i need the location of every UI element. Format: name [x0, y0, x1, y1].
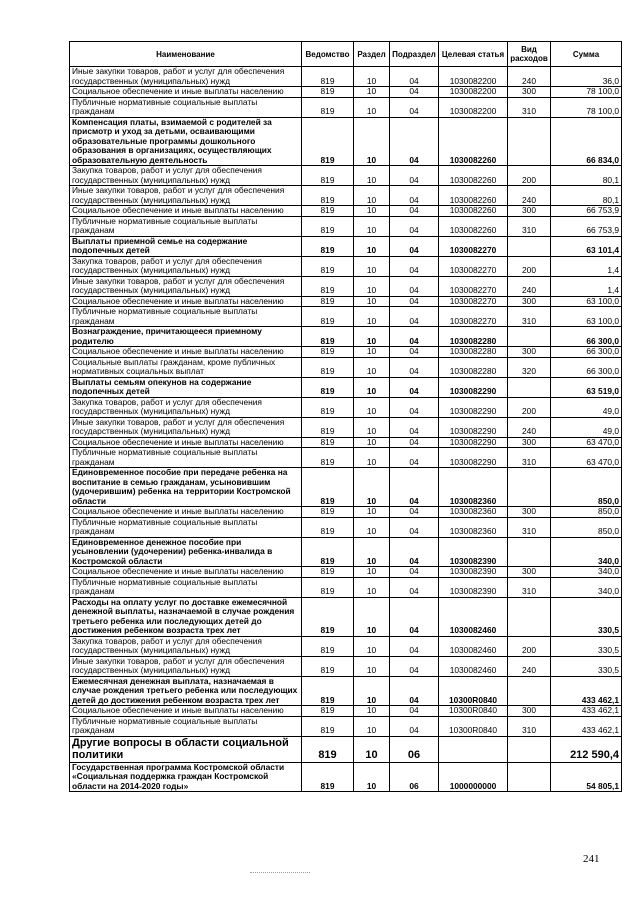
- cell-department: 819: [302, 636, 354, 656]
- cell-department: 819: [302, 236, 354, 256]
- cell-target: 1030082390: [439, 577, 508, 597]
- cell-expense-type: 200: [508, 636, 551, 656]
- cell-target: 1030082360: [439, 468, 508, 507]
- cell-amount: 63 519,0: [551, 377, 622, 397]
- cell-subsection: 04: [390, 716, 439, 736]
- cell-expense-type: [508, 597, 551, 636]
- cell-department: 819: [302, 327, 354, 347]
- cell-subsection: 04: [390, 97, 439, 117]
- cell-name: Социальное обеспечение и иные выплаты населению: [70, 296, 302, 307]
- cell-expense-type: 240: [508, 186, 551, 206]
- cell-target: 1030082360: [439, 517, 508, 537]
- cell-subsection: 04: [390, 597, 439, 636]
- cell-department: 819: [302, 256, 354, 276]
- table-row: [70, 716, 622, 736]
- table-row: [70, 327, 622, 347]
- cell-amount: 49,0: [551, 417, 622, 437]
- cell-department: 819: [302, 517, 354, 537]
- cell-amount: 1,4: [551, 256, 622, 276]
- cell-section: 10: [354, 656, 390, 676]
- cell-expense-type: [508, 327, 551, 347]
- cell-target: 1030082260: [439, 216, 508, 236]
- cell-section: 10: [354, 307, 390, 327]
- cell-section: 10: [354, 468, 390, 507]
- table-row: [70, 307, 622, 327]
- cell-name: Социальное обеспечение и иные выплаты населению: [70, 87, 302, 98]
- cell-subsection: 04: [390, 397, 439, 417]
- cell-section: 10: [354, 437, 390, 448]
- cell-name: Выплаты приемной семье на содержание подопечных детей: [70, 236, 302, 256]
- cell-target: 1030082290: [439, 377, 508, 397]
- cell-amount: 433 462,1: [551, 716, 622, 736]
- cell-department: 819: [302, 206, 354, 217]
- cell-section: 10: [354, 597, 390, 636]
- cell-expense-type: 300: [508, 437, 551, 448]
- cell-target: 10300R0840: [439, 676, 508, 706]
- cell-target: 1030082460: [439, 656, 508, 676]
- cell-department: 819: [302, 676, 354, 706]
- cell-department: 819: [302, 448, 354, 468]
- cell-expense-type: 300: [508, 567, 551, 578]
- cell-expense-type: 310: [508, 216, 551, 236]
- cell-amount: 66 300,0: [551, 357, 622, 377]
- cell-expense-type: 200: [508, 256, 551, 276]
- cell-expense-type: [508, 236, 551, 256]
- cell-subsection: 04: [390, 206, 439, 217]
- cell-amount: 78 100,0: [551, 97, 622, 117]
- cell-name: Вознаграждение, причитающееся приемному родителю: [70, 327, 302, 347]
- cell-target: 1030082200: [439, 87, 508, 98]
- cell-department: 819: [302, 437, 354, 448]
- cell-department: 819: [302, 357, 354, 377]
- cell-target: 1030082260: [439, 186, 508, 206]
- cell-subsection: 04: [390, 507, 439, 518]
- cell-target: 1030082270: [439, 236, 508, 256]
- cell-section: 10: [354, 762, 390, 792]
- cell-name: Иные закупки товаров, работ и услуг для обеспечения государственных (муниципальных) нужд: [70, 186, 302, 206]
- cell-amount: 49,0: [551, 397, 622, 417]
- cell-section: 10: [354, 296, 390, 307]
- cell-expense-type: [508, 537, 551, 567]
- budget-table: [69, 41, 622, 792]
- table-row: [70, 236, 622, 256]
- cell-expense-type: 310: [508, 716, 551, 736]
- cell-subsection: 04: [390, 256, 439, 276]
- cell-department: 819: [302, 307, 354, 327]
- cell-amount: 340,0: [551, 567, 622, 578]
- cell-target: 1030082280: [439, 347, 508, 358]
- cell-subsection: 04: [390, 347, 439, 358]
- cell-department: 819: [302, 216, 354, 236]
- scan-mark: [250, 872, 310, 874]
- cell-subsection: 04: [390, 567, 439, 578]
- cell-target: 1030082460: [439, 636, 508, 656]
- cell-amount: 54 805,1: [551, 762, 622, 792]
- cell-expense-type: 300: [508, 206, 551, 217]
- cell-amount: 340,0: [551, 537, 622, 567]
- cell-amount: 63 101,4: [551, 236, 622, 256]
- table-row: [70, 276, 622, 296]
- cell-amount: 63 470,0: [551, 448, 622, 468]
- cell-target: 1030082200: [439, 67, 508, 87]
- cell-name: Социальное обеспечение и иные выплаты населению: [70, 347, 302, 358]
- table-row: [70, 597, 622, 636]
- cell-amount: 330,5: [551, 636, 622, 656]
- table-row: [70, 397, 622, 417]
- table-row: [70, 736, 622, 762]
- table-row: [70, 97, 622, 117]
- cell-name: Закупка товаров, работ и услуг для обеспечения государственных (муниципальных) нужд: [70, 256, 302, 276]
- cell-section: 10: [354, 236, 390, 256]
- cell-target: 1030082360: [439, 507, 508, 518]
- cell-amount: 66 753,9: [551, 206, 622, 217]
- cell-name: Публичные нормативные социальные выплаты гражданам: [70, 448, 302, 468]
- table-row: [70, 296, 622, 307]
- cell-expense-type: 300: [508, 706, 551, 717]
- cell-department: 819: [302, 577, 354, 597]
- cell-name: Публичные нормативные социальные выплаты гражданам: [70, 716, 302, 736]
- table-row: [70, 216, 622, 236]
- cell-section: 10: [354, 357, 390, 377]
- cell-department: 819: [302, 597, 354, 636]
- cell-section: 10: [354, 736, 390, 762]
- header-department: Ведомство: [302, 42, 354, 67]
- page-number: 241: [583, 853, 600, 865]
- cell-subsection: 06: [390, 736, 439, 762]
- cell-name: Социальное обеспечение и иные выплаты населению: [70, 206, 302, 217]
- cell-department: 819: [302, 468, 354, 507]
- cell-subsection: 04: [390, 468, 439, 507]
- cell-name: Закупка товаров, работ и услуг для обеспечения государственных (муниципальных) нужд: [70, 636, 302, 656]
- cell-department: 819: [302, 762, 354, 792]
- cell-section: 10: [354, 347, 390, 358]
- cell-expense-type: 200: [508, 166, 551, 186]
- cell-subsection: 04: [390, 676, 439, 706]
- header-name: Наименование: [70, 42, 302, 67]
- cell-section: 10: [354, 327, 390, 347]
- cell-name: Иные закупки товаров, работ и услуг для обеспечения государственных (муниципальных) нужд: [70, 417, 302, 437]
- cell-target: 1030082280: [439, 327, 508, 347]
- cell-amount: 330,5: [551, 597, 622, 636]
- cell-subsection: 04: [390, 706, 439, 717]
- cell-subsection: 04: [390, 357, 439, 377]
- cell-name: Социальные выплаты гражданам, кроме публичных нормативных социальных выплат: [70, 357, 302, 377]
- cell-target: 1000000000: [439, 762, 508, 792]
- cell-section: 10: [354, 448, 390, 468]
- cell-section: 10: [354, 186, 390, 206]
- cell-expense-type: [508, 676, 551, 706]
- table-row: [70, 67, 622, 87]
- cell-name: Другие вопросы в области социальной политики: [70, 736, 302, 762]
- cell-section: 10: [354, 507, 390, 518]
- cell-amount: 850,0: [551, 468, 622, 507]
- cell-section: 10: [354, 706, 390, 717]
- cell-department: 819: [302, 397, 354, 417]
- cell-department: 819: [302, 417, 354, 437]
- table-row: [70, 448, 622, 468]
- table-row: [70, 357, 622, 377]
- cell-department: 819: [302, 276, 354, 296]
- cell-department: 819: [302, 567, 354, 578]
- cell-expense-type: 310: [508, 97, 551, 117]
- cell-department: 819: [302, 347, 354, 358]
- cell-target: 1030082270: [439, 256, 508, 276]
- table-row: [70, 206, 622, 217]
- cell-name: Единовременное пособие при передаче ребенка на воспитание в семью гражданам, усыновившим (удочерившим) ребенка на территории Костромской области: [70, 468, 302, 507]
- cell-target: 1030082200: [439, 97, 508, 117]
- table-row: [70, 87, 622, 98]
- header-subsection: Подраздел: [390, 42, 439, 67]
- table-row: [70, 537, 622, 567]
- cell-expense-type: 310: [508, 448, 551, 468]
- cell-section: 10: [354, 256, 390, 276]
- cell-subsection: 04: [390, 327, 439, 347]
- cell-amount: 340,0: [551, 577, 622, 597]
- cell-target: 1030082270: [439, 276, 508, 296]
- cell-target: 1030082290: [439, 448, 508, 468]
- cell-name: Ежемесячная денежная выплата, назначаемая в случае рождения третьего ребенка или последующих детей до достижения ребенком возраста трех лет: [70, 676, 302, 706]
- cell-target: 1030082290: [439, 417, 508, 437]
- cell-section: 10: [354, 206, 390, 217]
- cell-section: 10: [354, 87, 390, 98]
- cell-subsection: 04: [390, 636, 439, 656]
- cell-subsection: 04: [390, 656, 439, 676]
- cell-subsection: 04: [390, 117, 439, 166]
- cell-section: 10: [354, 276, 390, 296]
- cell-expense-type: 300: [508, 347, 551, 358]
- cell-section: 10: [354, 417, 390, 437]
- cell-amount: 850,0: [551, 507, 622, 518]
- table-row: [70, 636, 622, 656]
- cell-target: 1030082270: [439, 296, 508, 307]
- cell-target: 10300R0840: [439, 706, 508, 717]
- cell-name: Социальное обеспечение и иные выплаты населению: [70, 437, 302, 448]
- cell-expense-type: 300: [508, 87, 551, 98]
- cell-expense-type: 240: [508, 67, 551, 87]
- cell-name: Компенсация платы, взимаемой с родителей за присмотр и уход за детьми, осваивающими образовательные программы дошкольного образования в организациях, осуществляющих образовательную деятельность: [70, 117, 302, 166]
- cell-department: 819: [302, 296, 354, 307]
- cell-subsection: 04: [390, 216, 439, 236]
- cell-target: 1030082460: [439, 597, 508, 636]
- cell-department: 819: [302, 67, 354, 87]
- cell-department: 819: [302, 716, 354, 736]
- cell-name: Социальное обеспечение и иные выплаты населению: [70, 706, 302, 717]
- cell-name: Социальное обеспечение и иные выплаты населению: [70, 507, 302, 518]
- cell-amount: 433 462,1: [551, 676, 622, 706]
- table-row: [70, 577, 622, 597]
- cell-section: 10: [354, 216, 390, 236]
- cell-amount: 63 470,0: [551, 437, 622, 448]
- cell-name: Публичные нормативные социальные выплаты гражданам: [70, 97, 302, 117]
- cell-name: Публичные нормативные социальные выплаты гражданам: [70, 307, 302, 327]
- cell-department: 819: [302, 537, 354, 567]
- table-row: [70, 166, 622, 186]
- header-section: Раздел: [354, 42, 390, 67]
- cell-name: Публичные нормативные социальные выплаты гражданам: [70, 577, 302, 597]
- cell-name: Закупка товаров, работ и услуг для обеспечения государственных (муниципальных) нужд: [70, 397, 302, 417]
- cell-subsection: 04: [390, 448, 439, 468]
- cell-expense-type: 300: [508, 296, 551, 307]
- cell-name: Закупка товаров, работ и услуг для обеспечения государственных (муниципальных) нужд: [70, 166, 302, 186]
- cell-target: [439, 736, 508, 762]
- cell-target: 1030082260: [439, 117, 508, 166]
- cell-subsection: 04: [390, 577, 439, 597]
- cell-section: 10: [354, 676, 390, 706]
- cell-subsection: 04: [390, 296, 439, 307]
- cell-section: 10: [354, 567, 390, 578]
- cell-department: 819: [302, 186, 354, 206]
- cell-name: Публичные нормативные социальные выплаты гражданам: [70, 216, 302, 236]
- cell-amount: 78 100,0: [551, 87, 622, 98]
- cell-subsection: 04: [390, 537, 439, 567]
- cell-section: 10: [354, 97, 390, 117]
- cell-expense-type: [508, 117, 551, 166]
- table-row: [70, 567, 622, 578]
- cell-target: 1030082290: [439, 437, 508, 448]
- header-amount: Сумма: [551, 42, 622, 67]
- cell-section: 10: [354, 397, 390, 417]
- cell-section: 10: [354, 117, 390, 166]
- table-row: [70, 656, 622, 676]
- table-row: [70, 468, 622, 507]
- cell-amount: 433 462,1: [551, 706, 622, 717]
- cell-section: 10: [354, 537, 390, 567]
- cell-amount: 80,1: [551, 186, 622, 206]
- cell-amount: 330,5: [551, 656, 622, 676]
- cell-department: 819: [302, 117, 354, 166]
- cell-expense-type: 320: [508, 357, 551, 377]
- cell-expense-type: 300: [508, 507, 551, 518]
- cell-department: 819: [302, 736, 354, 762]
- cell-expense-type: 200: [508, 397, 551, 417]
- table-row: [70, 706, 622, 717]
- cell-amount: 1,4: [551, 276, 622, 296]
- cell-section: 10: [354, 577, 390, 597]
- cell-section: 10: [354, 716, 390, 736]
- cell-target: 1030082260: [439, 206, 508, 217]
- table-row: [70, 762, 622, 792]
- cell-name: Выплаты семьям опекунов на содержание подопечных детей: [70, 377, 302, 397]
- cell-department: 819: [302, 97, 354, 117]
- cell-subsection: 04: [390, 417, 439, 437]
- cell-amount: 66 300,0: [551, 347, 622, 358]
- cell-amount: 36,0: [551, 67, 622, 87]
- cell-name: Государственная программа Костромской области «Социальная поддержка граждан Костромской области на 2014-2020 годы»: [70, 762, 302, 792]
- cell-name: Единовременное денежное пособие при усыновлении (удочерении) ребенка-инвалида в Костромской области: [70, 537, 302, 567]
- table-row: [70, 417, 622, 437]
- cell-expense-type: 310: [508, 517, 551, 537]
- cell-name: Иные закупки товаров, работ и услуг для обеспечения государственных (муниципальных) нужд: [70, 67, 302, 87]
- cell-target: 1030082270: [439, 307, 508, 327]
- cell-subsection: 04: [390, 67, 439, 87]
- cell-target: 1030082260: [439, 166, 508, 186]
- table-row: [70, 117, 622, 166]
- cell-subsection: 04: [390, 377, 439, 397]
- cell-name: Расходы на оплату услуг по доставке ежемесячной денежной выплаты, назначаемой в случае рождения третьего ребенка или последующих детей до достижения ребенком возраста трех лет: [70, 597, 302, 636]
- cell-department: 819: [302, 656, 354, 676]
- cell-section: 10: [354, 166, 390, 186]
- cell-amount: 66 834,0: [551, 117, 622, 166]
- cell-department: 819: [302, 706, 354, 717]
- cell-subsection: 04: [390, 236, 439, 256]
- cell-expense-type: [508, 762, 551, 792]
- table-row: [70, 186, 622, 206]
- cell-name: Иные закупки товаров, работ и услуг для обеспечения государственных (муниципальных) нужд: [70, 276, 302, 296]
- cell-expense-type: 240: [508, 276, 551, 296]
- cell-amount: 66 300,0: [551, 327, 622, 347]
- table-row: [70, 347, 622, 358]
- cell-subsection: 04: [390, 517, 439, 537]
- table-row: [70, 517, 622, 537]
- cell-subsection: 04: [390, 87, 439, 98]
- cell-subsection: 04: [390, 307, 439, 327]
- cell-target: 1030082390: [439, 567, 508, 578]
- cell-expense-type: 240: [508, 656, 551, 676]
- cell-amount: 63 100,0: [551, 296, 622, 307]
- cell-amount: 212 590,4: [551, 736, 622, 762]
- cell-expense-type: 310: [508, 577, 551, 597]
- cell-subsection: 04: [390, 437, 439, 448]
- cell-name: Публичные нормативные социальные выплаты гражданам: [70, 517, 302, 537]
- cell-subsection: 04: [390, 186, 439, 206]
- cell-target: 1030082290: [439, 397, 508, 417]
- cell-section: 10: [354, 636, 390, 656]
- cell-name: Иные закупки товаров, работ и услуг для обеспечения государственных (муниципальных) нужд: [70, 656, 302, 676]
- cell-expense-type: [508, 736, 551, 762]
- cell-section: 10: [354, 377, 390, 397]
- cell-amount: 850,0: [551, 517, 622, 537]
- cell-name: Социальное обеспечение и иные выплаты населению: [70, 567, 302, 578]
- cell-amount: 63 100,0: [551, 307, 622, 327]
- cell-expense-type: 310: [508, 307, 551, 327]
- cell-target: 1030082390: [439, 537, 508, 567]
- table-row: [70, 377, 622, 397]
- cell-section: 10: [354, 517, 390, 537]
- cell-subsection: 06: [390, 762, 439, 792]
- cell-expense-type: [508, 377, 551, 397]
- cell-department: 819: [302, 87, 354, 98]
- cell-subsection: 04: [390, 166, 439, 186]
- header-target: Целевая статья: [439, 42, 508, 67]
- cell-department: 819: [302, 166, 354, 186]
- cell-department: 819: [302, 507, 354, 518]
- cell-amount: 66 753,9: [551, 216, 622, 236]
- header-expense-type: Вид расходов: [508, 42, 551, 67]
- table-header-row: [70, 42, 622, 67]
- table-row: [70, 676, 622, 706]
- cell-target: 10300R0840: [439, 716, 508, 736]
- cell-amount: 80,1: [551, 166, 622, 186]
- cell-expense-type: 240: [508, 417, 551, 437]
- cell-section: 10: [354, 67, 390, 87]
- table-row: [70, 256, 622, 276]
- cell-expense-type: [508, 468, 551, 507]
- cell-subsection: 04: [390, 276, 439, 296]
- table-row: [70, 437, 622, 448]
- cell-target: 1030082280: [439, 357, 508, 377]
- table-row: [70, 507, 622, 518]
- cell-department: 819: [302, 377, 354, 397]
